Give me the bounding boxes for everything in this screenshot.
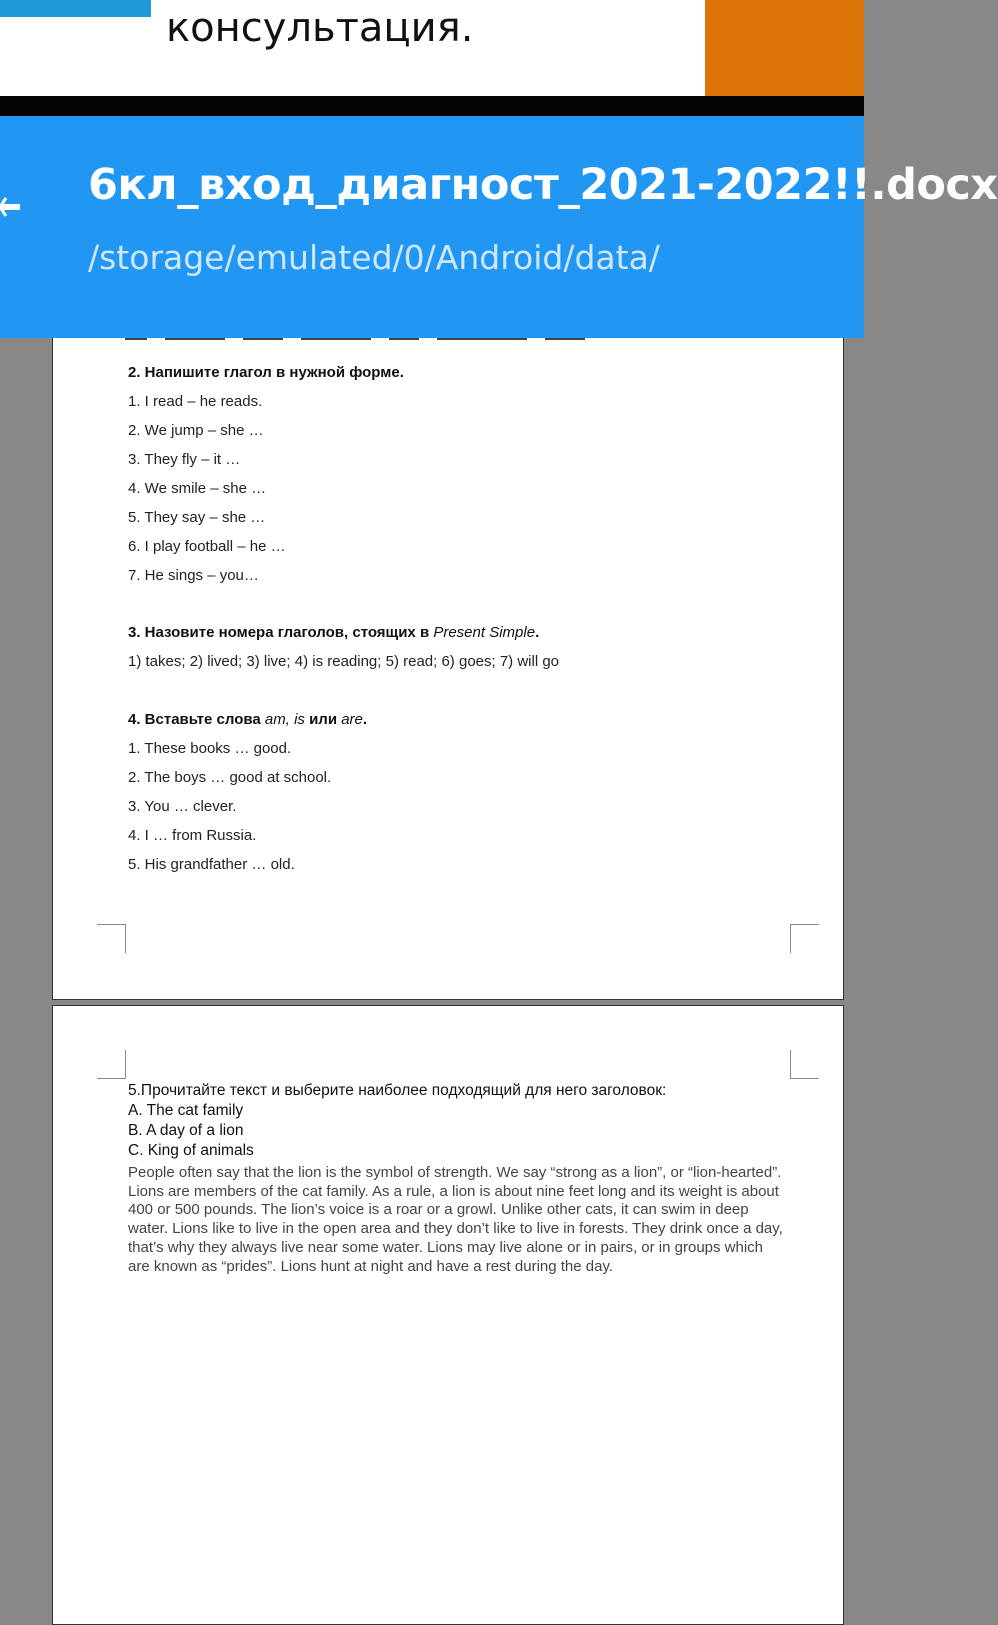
back-arrow-icon[interactable] (0, 184, 22, 230)
heading-italic: Present Simple (433, 624, 536, 641)
file-title: 6кл_вход_диагност_2021-2022!!.docx (88, 160, 998, 210)
answer-option: C. King of animals (128, 1142, 254, 1159)
heading-text: или (304, 711, 342, 728)
list-item: 2. We jump – she … (128, 422, 264, 439)
heading-text: 3. Назовите номера глаголов, стоящих в (128, 624, 434, 641)
top-text: консультация. (166, 5, 474, 51)
margin-corner-mark (790, 924, 819, 953)
clipped-text-line (125, 338, 625, 341)
list-item: 1. These books … good. (128, 740, 292, 757)
margin-corner-mark (97, 1050, 126, 1079)
heading-text: 4. Вставьте слова (128, 711, 265, 728)
blue-accent-bar (0, 0, 151, 17)
list-item: 5. His grandfather … old. (128, 856, 295, 873)
verb-list: 1) takes; 2) lived; 3) live; 4) is reading; 5) read; 6) goes; 7) will go (128, 653, 560, 670)
document-page-1 (52, 338, 844, 1000)
list-item: 2. The boys … good at school. (128, 769, 332, 786)
heading-text: . (362, 711, 368, 728)
list-item: 3. You … clever. (128, 798, 237, 815)
margin-corner-mark (97, 924, 126, 953)
divider-band (0, 96, 864, 116)
answer-option: B. A day of a lion (128, 1122, 244, 1139)
list-item: 3. They fly – it … (128, 451, 241, 468)
list-item: 5. They say – she … (128, 509, 266, 526)
section-5-title: 5.Прочитайте текст и выберите наиболее подходящий для него заголовок: (128, 1082, 667, 1099)
orange-block (705, 0, 864, 96)
file-header (0, 116, 998, 338)
top-strip (0, 0, 864, 96)
list-item: 1. I read – he reads. (128, 393, 263, 410)
list-item: 7. He sings – you… (128, 567, 259, 584)
list-item: 4. We smile – she … (128, 480, 267, 497)
heading-italic: am, is (264, 711, 305, 728)
heading-italic: are (341, 711, 363, 728)
answer-option: A. The cat family (128, 1102, 244, 1119)
section-2-heading: 2. Напишите глагол в нужной форме. (128, 364, 404, 381)
reading-text: People often say that the lion is the symbol of strength. We say “strong as a lion”, or “lion-hearted”. Lions are members of the cat family. As a rule, a lion is about nine feet long and its weight is about 400 or 500 pounds. The lion’s voice is a roar or a growl. Unlike other cats, it can swim in deep water. Lions like to live in the open area and they don’t like to live in forests. They drink once a day, that’s why they always live near some water. Lions may live alone or in pairs, or in groups which are known as “prides”. Lions hunt at night and have a rest during the day. (128, 1164, 783, 1275)
list-item: 6. I play football – he … (128, 538, 286, 555)
list-item: 4. I … from Russia. (128, 827, 257, 844)
section-3-heading (128, 624, 539, 641)
section-4-heading (128, 711, 367, 728)
file-path: /storage/emulated/0/Android/data/ (88, 238, 660, 277)
heading-text: . (535, 624, 540, 641)
section-5-heading (128, 1081, 666, 1161)
document-page-2 (52, 1005, 844, 1625)
margin-corner-mark (790, 1050, 819, 1079)
